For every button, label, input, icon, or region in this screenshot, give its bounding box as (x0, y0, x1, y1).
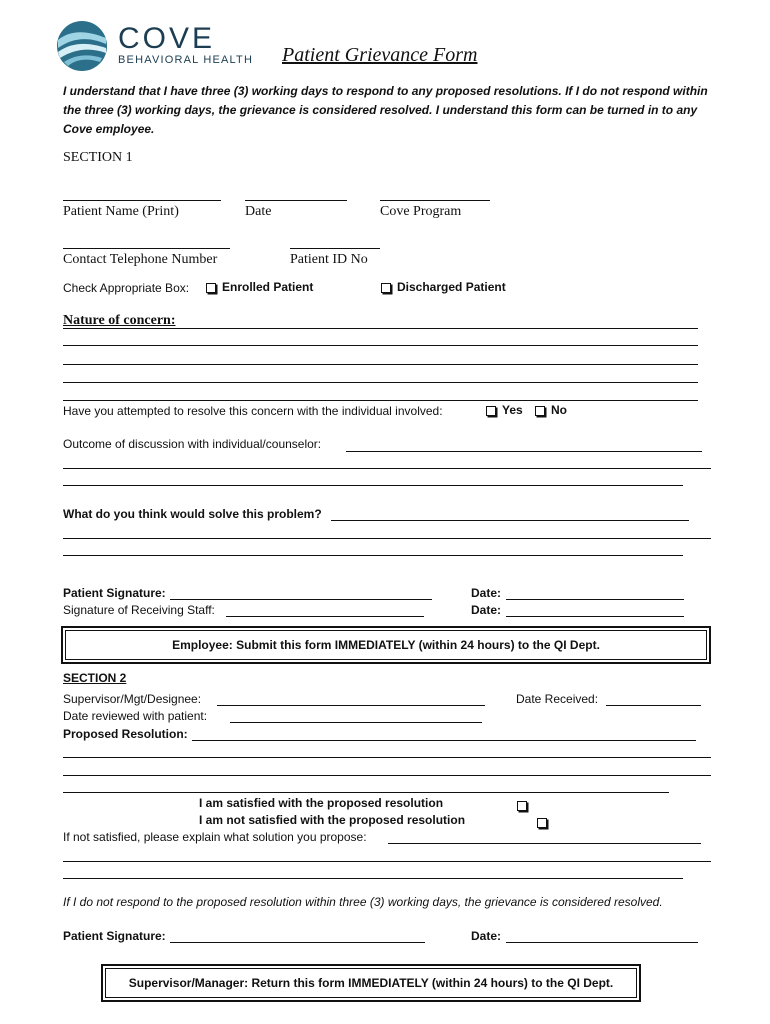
employee-notice-text: Employee: Submit this form IMMEDIATELY (within 24 hours) to the QI Dept. (172, 638, 600, 652)
receiving-signature-line[interactable] (226, 616, 424, 617)
date1-line[interactable] (506, 599, 684, 600)
explain-line-1[interactable] (388, 843, 701, 844)
date2-label: Date: (471, 603, 502, 617)
date-reviewed-line[interactable] (230, 722, 482, 723)
solve-line-3[interactable] (63, 555, 683, 556)
patient-name-label: Patient Name (Print) (63, 204, 179, 219)
no-label: No (551, 403, 567, 417)
no-option[interactable] (535, 403, 567, 417)
date-line[interactable] (245, 200, 347, 201)
employee-notice-box (61, 626, 711, 664)
phone-line[interactable] (63, 248, 230, 249)
no-checkbox[interactable] (535, 406, 545, 416)
patient-name-line[interactable] (63, 200, 221, 201)
not-satisfied-checkbox[interactable] (537, 818, 547, 828)
nature-line-4[interactable] (63, 382, 698, 383)
supervisor-notice-box (101, 964, 641, 1002)
date1-label: Date: (471, 586, 502, 600)
supervisor-line[interactable] (217, 705, 485, 706)
proposed-label: Proposed Resolution: (63, 727, 188, 741)
enrolled-option[interactable] (206, 280, 313, 294)
section1-heading: SECTION 1 (63, 150, 133, 165)
outcome-line-2[interactable] (63, 468, 711, 469)
nature-label: Nature of concern: (63, 313, 176, 328)
outcome-line-1[interactable] (346, 451, 702, 452)
explain-line-3[interactable] (63, 878, 683, 879)
date-received-label: Date Received: (516, 692, 599, 706)
discharged-checkbox[interactable] (381, 283, 391, 293)
yes-label: Yes (502, 403, 523, 417)
supervisor-notice-text: Supervisor/Manager: Return this form IMMEDIATELY (within 24 hours) to the QI Dept. (128, 976, 614, 990)
patient-signature-label: Patient Signature: (63, 586, 166, 600)
explain-label: If not satisfied, please explain what solution you propose: (63, 830, 367, 844)
phone-label: Contact Telephone Number (63, 252, 218, 267)
yes-checkbox[interactable] (486, 406, 496, 416)
discharged-label: Discharged Patient (397, 280, 506, 294)
nature-line-5[interactable] (63, 400, 698, 401)
enrolled-label: Enrolled Patient (222, 280, 314, 294)
outcome-label: Outcome of discussion with individual/counselor: (63, 437, 322, 451)
receiving-signature-label: Signature of Receiving Staff: (63, 603, 215, 617)
satisfied-label: I am satisfied with the proposed resolution (199, 796, 444, 810)
cove-wave-icon (56, 20, 108, 72)
satisfied-checkbox[interactable] (517, 801, 527, 811)
proposed-line-4[interactable] (63, 792, 669, 793)
section2-heading: SECTION 2 (63, 671, 127, 685)
yes-option[interactable] (486, 403, 523, 417)
patient-id-label: Patient ID No (290, 252, 368, 267)
section2-date-line[interactable] (506, 942, 698, 943)
discharged-option[interactable] (381, 280, 506, 294)
check-box-label: Check Appropriate Box: (63, 281, 190, 295)
solve-label: What do you think would solve this problem? (63, 507, 322, 521)
program-line[interactable] (380, 200, 490, 201)
proposed-line-1[interactable] (192, 740, 696, 741)
supervisor-label: Supervisor/Mgt/Designee: (63, 692, 202, 706)
date-label: Date (245, 204, 272, 219)
attempt-label: Have you attempted to resolve this concern with the individual involved: (63, 404, 443, 418)
patient-signature-line[interactable] (170, 599, 432, 600)
date-received-line[interactable] (606, 705, 701, 706)
section2-patient-signature-line[interactable] (170, 942, 425, 943)
logo-name: COVE (118, 22, 216, 55)
intro-text: I understand that I have three (3) working days to respond to any proposed resolutions. If I do not respond within the three (3) working days, the grievance is considered resolved. I understand this form can be turned in to any Cove employee. (63, 84, 708, 136)
program-label: Cove Program (380, 204, 462, 219)
solve-line-2[interactable] (63, 538, 711, 539)
logo (56, 20, 256, 76)
date2-line[interactable] (506, 616, 684, 617)
date-reviewed-label: Date reviewed with patient: (63, 709, 208, 723)
no-response-note: If I do not respond to the proposed resolution within three (3) working days, the grievance is considered resolved. (63, 895, 663, 909)
proposed-line-3[interactable] (63, 775, 711, 776)
not-satisfied-label: I am not satisfied with the proposed resolution (199, 813, 466, 827)
proposed-line-2[interactable] (63, 757, 711, 758)
section2-patient-signature-label: Patient Signature: (63, 929, 166, 943)
patient-id-line[interactable] (290, 248, 380, 249)
nature-line-1[interactable] (63, 328, 698, 329)
explain-line-2[interactable] (63, 861, 711, 862)
nature-line-3[interactable] (63, 364, 698, 365)
outcome-line-3[interactable] (63, 485, 683, 486)
nature-line-2[interactable] (63, 345, 698, 346)
page-title: Patient Grievance Form (282, 44, 478, 66)
logo-subtitle: BEHAVIORAL HEALTH (118, 54, 254, 66)
section2-date-label: Date: (471, 929, 502, 943)
enrolled-checkbox[interactable] (206, 283, 216, 293)
solve-line-1[interactable] (331, 520, 689, 521)
